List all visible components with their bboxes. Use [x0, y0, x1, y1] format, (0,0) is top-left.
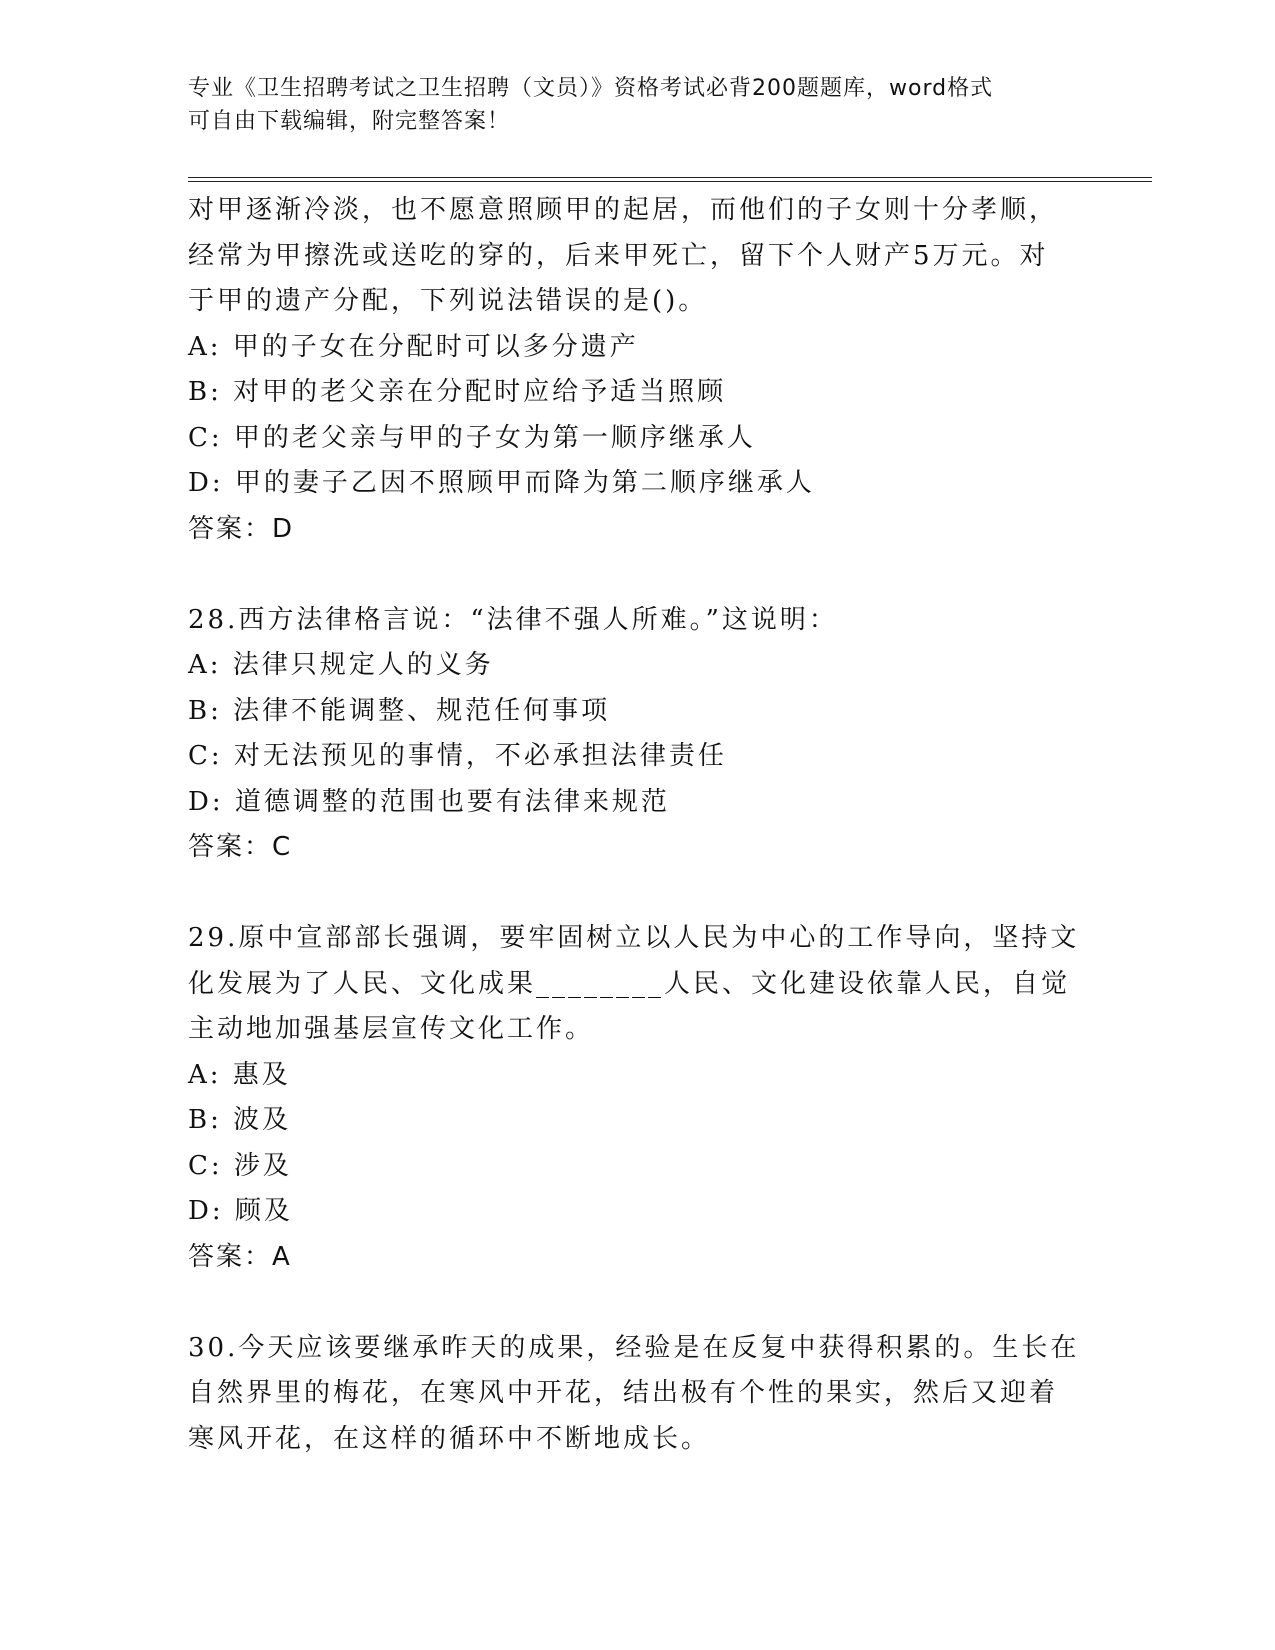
answer-label: 答案：D — [188, 513, 295, 544]
question-text-line: 28.西方法律格言说：“法律不强人所难。”这说明： — [188, 604, 838, 635]
question-text-line: 于甲的遗产分配，下列说法错误的是()。 — [188, 286, 708, 316]
option-b: B: 对甲的老父亲在分配时应给予适当照顾 — [188, 377, 727, 407]
question-29 — [188, 916, 1088, 1280]
option-a: A: 甲的子女在分配时可以多分遗产 — [188, 331, 639, 362]
question-text-line: 30.今天应该要继承昨天的成果，经验是在反复中获得积累的。生长在 — [188, 1332, 1080, 1363]
spacer — [188, 552, 1088, 598]
question-27 — [188, 188, 1088, 552]
question-text-line: 自然界里的梅花，在寒风中开花，结出极有个性的果实，然后又迎着 — [188, 1378, 1059, 1408]
option-d: D: 顾及 — [188, 1196, 293, 1226]
option-a: A: 法律只规定人的义务 — [188, 650, 494, 680]
option-c: C: 甲的老父亲与甲的子女为第一顺序继承人 — [188, 422, 756, 453]
question-text-line: 29.原中宣部部长强调，要牢固树立以人民为中心的工作导向，坚持文 — [188, 923, 1080, 953]
header-divider — [188, 177, 1152, 182]
question-28 — [188, 598, 1088, 871]
question-text-line: 寒风开花，在这样的循环中不断地成长。 — [188, 1423, 711, 1454]
spacer — [188, 1280, 1088, 1326]
option-d: D: 道德调整的范围也要有法律来规范 — [188, 786, 670, 817]
option-c: C: 对无法预见的事情，不必承担法律责任 — [188, 741, 727, 771]
header-title-line1: 专业《卫生招聘考试之卫生招聘（文员）》资格考试必背200题题库，word格式 — [188, 76, 994, 101]
option-b: B: 波及 — [188, 1105, 292, 1135]
option-c: C: 涉及 — [188, 1150, 292, 1181]
option-d: D: 甲的妻子乙因不照顾甲而降为第二顺序继承人 — [188, 468, 815, 498]
answer-label: 答案：C — [188, 832, 293, 862]
question-text-line: 主动地加强基层宣传文化工作。 — [188, 1014, 595, 1044]
question-30 — [188, 1326, 1088, 1463]
question-text-line: 化发展为了人民、文化成果________人民、文化建设依靠人民，自觉 — [188, 968, 1071, 999]
answer-label: 答案：A — [188, 1241, 292, 1272]
header-title-line2: 可自由下载编辑，附完整答案！ — [188, 109, 511, 134]
spacer — [188, 871, 1088, 917]
question-text-line: 对甲逐渐冷淡，也不愿意照顾甲的起居，而他们的子女则十分孝顺， — [188, 195, 1059, 225]
question-text-line: 经常为甲擦洗或送吃的穿的，后来甲死亡，留下个人财产5万元。对 — [188, 240, 1049, 271]
option-a: A: 惠及 — [188, 1059, 291, 1090]
question-list — [188, 188, 1088, 1462]
document-header — [188, 72, 1088, 138]
option-b: B: 法律不能调整、规范任何事项 — [188, 695, 611, 726]
